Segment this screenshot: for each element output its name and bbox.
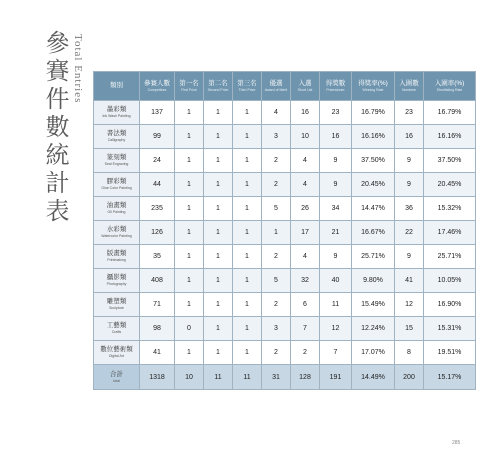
table-cell: 15.49% [352, 293, 395, 317]
column-header [424, 72, 476, 101]
table-cell: 17 [291, 221, 320, 245]
table-row [94, 149, 476, 173]
table-cell: 191 [320, 365, 352, 390]
table-cell: 12.24% [352, 317, 395, 341]
table-cell: 7 [320, 341, 352, 365]
column-header-sublabel: Third Prize [238, 88, 256, 92]
table-cell: 16.16% [424, 125, 476, 149]
table-cell: 1 [175, 293, 204, 317]
column-header [291, 72, 320, 101]
table-cell: 0 [175, 317, 204, 341]
table-cell: 128 [291, 365, 320, 390]
column-header [140, 72, 175, 101]
table-cell: 1 [233, 173, 262, 197]
column-header-sublabel: Winning Rate [362, 88, 384, 92]
table-cell: 2 [262, 293, 291, 317]
table-cell: 17.07% [352, 341, 395, 365]
table-cell: 235 [140, 197, 175, 221]
table-cell: 32 [291, 269, 320, 293]
table-cell: 408 [140, 269, 175, 293]
table-cell: 37.50% [424, 149, 476, 173]
table-cell: 1 [233, 125, 262, 149]
table-cell: 1 [262, 221, 291, 245]
table-cell: 4 [262, 101, 291, 125]
category-cell [94, 365, 140, 390]
table-cell: 2 [291, 341, 320, 365]
table-cell: 9 [395, 149, 424, 173]
table-cell: 1 [233, 341, 262, 365]
title-chinese: 參賽件數統計表 [41, 30, 69, 226]
table-row [94, 173, 476, 197]
category-cell [94, 317, 140, 341]
table-cell: 1 [233, 293, 262, 317]
table-cell: 71 [140, 293, 175, 317]
page-title [40, 30, 92, 226]
table-cell: 2 [262, 173, 291, 197]
category-cell [94, 293, 140, 317]
table-cell: 11 [204, 365, 233, 390]
table-cell: 16.16% [352, 125, 395, 149]
table-cell: 25.71% [352, 245, 395, 269]
category-label: 油畫類 [106, 202, 127, 209]
table-cell: 9 [320, 245, 352, 269]
table-cell: 9 [320, 149, 352, 173]
column-header-label: 參賽人數 [144, 80, 170, 87]
table-cell: 1 [175, 245, 204, 269]
table-cell: 1 [204, 149, 233, 173]
column-header-label: 優選 [269, 80, 283, 87]
table-cell: 9 [320, 173, 352, 197]
table-cell: 26 [291, 197, 320, 221]
table-cell: 1 [175, 149, 204, 173]
table-row [94, 245, 476, 269]
table-cell: 3 [262, 125, 291, 149]
table-cell: 1 [204, 125, 233, 149]
table-cell: 36 [395, 197, 424, 221]
table-cell: 1 [175, 197, 204, 221]
table-cell: 20.45% [352, 173, 395, 197]
table-cell: 200 [395, 365, 424, 390]
table-cell: 1 [204, 221, 233, 245]
table-cell: 12 [320, 317, 352, 341]
table-cell: 16.79% [352, 101, 395, 125]
table-cell: 5 [262, 197, 291, 221]
table-cell: 1 [204, 245, 233, 269]
table-cell: 15 [395, 317, 424, 341]
category-cell [94, 221, 140, 245]
category-cell [94, 101, 140, 125]
table-row [94, 341, 476, 365]
entries-table [93, 71, 476, 390]
table-cell: 1 [175, 341, 204, 365]
column-header-label: 入圍數 [399, 80, 419, 87]
table-cell: 34 [320, 197, 352, 221]
table-row [94, 293, 476, 317]
table-cell: 12 [395, 293, 424, 317]
column-header [233, 72, 262, 101]
category-label: 合計 [110, 370, 123, 378]
table-cell: 9.80% [352, 269, 395, 293]
table-cell: 1 [175, 269, 204, 293]
table-cell: 31 [262, 365, 291, 390]
table-cell: 1 [175, 221, 204, 245]
category-label: 水彩類 [106, 226, 127, 233]
table-cell: 1 [204, 269, 233, 293]
table-cell: 9 [395, 173, 424, 197]
category-sublabel: Watercolor Painting [101, 234, 132, 238]
table-cell: 126 [140, 221, 175, 245]
category-label: 攝影類 [106, 274, 127, 281]
category-sublabel: Seal Engraving [104, 162, 129, 166]
column-header-sublabel: Award of Merit [264, 88, 288, 92]
category-sublabel: Digital Art [109, 354, 124, 358]
category-label: 膠彩類 [106, 178, 127, 185]
table-cell: 1 [233, 197, 262, 221]
table-cell: 2 [262, 245, 291, 269]
table-cell: 99 [140, 125, 175, 149]
table-cell: 16.67% [352, 221, 395, 245]
category-sublabel: Oil Painting [107, 210, 126, 214]
table-cell: 15.31% [424, 317, 476, 341]
column-header-sublabel: Nominee [401, 88, 416, 92]
category-sublabel: Photography [106, 282, 127, 286]
table-cell: 4 [291, 245, 320, 269]
table-cell: 137 [140, 101, 175, 125]
table-cell: 23 [395, 101, 424, 125]
header-row [94, 72, 476, 101]
table-cell: 1318 [140, 365, 175, 390]
category-sublabel: Calligraphy [107, 138, 126, 142]
table-cell: 1 [204, 173, 233, 197]
total-row [94, 365, 476, 390]
category-cell [94, 125, 140, 149]
category-cell [94, 341, 140, 365]
table-cell: 7 [291, 317, 320, 341]
table-cell: 9 [395, 245, 424, 269]
category-sublabel: Printmaking [107, 258, 126, 262]
table-cell: 41 [140, 341, 175, 365]
table-row [94, 197, 476, 221]
table-row [94, 221, 476, 245]
table-cell: 1 [175, 173, 204, 197]
table-row [94, 101, 476, 125]
category-sublabel: Ink Wash Painting [102, 114, 131, 118]
table-cell: 3 [262, 317, 291, 341]
table-cell: 98 [140, 317, 175, 341]
table-cell: 1 [233, 101, 262, 125]
column-header-label: 類別 [110, 82, 123, 89]
table-cell: 15.32% [424, 197, 476, 221]
category-label: 版畫類 [106, 250, 127, 257]
category-label: 書法類 [106, 130, 127, 137]
category-sublabel: total [113, 378, 120, 383]
table-cell: 5 [262, 269, 291, 293]
column-header-label: 入選 [298, 80, 312, 87]
table-cell: 41 [395, 269, 424, 293]
table-cell: 1 [204, 197, 233, 221]
table-cell: 44 [140, 173, 175, 197]
table-cell: 40 [320, 269, 352, 293]
column-header [94, 72, 140, 101]
table-cell: 25.71% [424, 245, 476, 269]
table-cell: 19.51% [424, 341, 476, 365]
table-cell: 35 [140, 245, 175, 269]
title-english: Total Entries [72, 34, 84, 104]
table-cell: 1 [233, 149, 262, 173]
category-sublabel: Glue Color Painting [101, 186, 132, 190]
table-cell: 2 [262, 341, 291, 365]
table-body [94, 101, 476, 390]
column-header [395, 72, 424, 101]
category-cell [94, 197, 140, 221]
table-cell: 16.79% [424, 101, 476, 125]
table-cell: 10 [291, 125, 320, 149]
page-number: 285 [452, 440, 461, 446]
category-cell [94, 173, 140, 197]
table-cell: 1 [204, 317, 233, 341]
table-cell: 15.17% [424, 365, 476, 390]
column-header [204, 72, 233, 101]
category-label: 雕塑類 [106, 298, 127, 305]
table-cell: 1 [204, 341, 233, 365]
table-cell: 10.05% [424, 269, 476, 293]
table-cell: 1 [233, 317, 262, 341]
column-header-label: 得獎率(%) [358, 80, 388, 87]
table-cell: 8 [395, 341, 424, 365]
table-cell: 4 [291, 149, 320, 173]
column-header-label: 第一名 [179, 80, 199, 87]
table-cell: 14.49% [352, 365, 395, 390]
category-label: 數位藝術類 [100, 346, 133, 353]
category-cell [94, 269, 140, 293]
table-cell: 6 [291, 293, 320, 317]
table-cell: 17.46% [424, 221, 476, 245]
column-header-sublabel: Second Prize [207, 88, 229, 92]
table-cell: 1 [175, 101, 204, 125]
column-header-sublabel: Shortlisting Rate [436, 88, 463, 92]
table-cell: 16 [395, 125, 424, 149]
table-cell: 23 [320, 101, 352, 125]
table-cell: 16.90% [424, 293, 476, 317]
table-cell: 16 [291, 101, 320, 125]
table-cell: 1 [204, 293, 233, 317]
column-header-label: 第二名 [208, 80, 228, 87]
category-sublabel: Crafts [111, 330, 122, 334]
column-header-sublabel: First Prize [181, 88, 197, 92]
column-header [352, 72, 395, 101]
table-cell: 4 [291, 173, 320, 197]
table-cell: 1 [233, 221, 262, 245]
table-cell: 24 [140, 149, 175, 173]
table-cell: 1 [233, 269, 262, 293]
category-cell [94, 149, 140, 173]
table-cell: 1 [233, 245, 262, 269]
column-header [175, 72, 204, 101]
column-header [262, 72, 291, 101]
column-header-label: 得獎數 [325, 80, 346, 87]
table-cell: 20.45% [424, 173, 476, 197]
column-header [320, 72, 352, 101]
table-cell: 11 [320, 293, 352, 317]
category-label: 篆刻類 [106, 154, 127, 161]
table-cell: 2 [262, 149, 291, 173]
table-cell: 10 [175, 365, 204, 390]
table-row [94, 317, 476, 341]
table-cell: 1 [204, 101, 233, 125]
table-cell: 16 [320, 125, 352, 149]
column-header-sublabel: Short List [297, 88, 313, 92]
category-cell [94, 245, 140, 269]
column-header-label: 第三名 [237, 80, 257, 87]
column-header-sublabel: Prizewinner [326, 88, 345, 92]
table-cell: 11 [233, 365, 262, 390]
table-cell: 1 [175, 125, 204, 149]
column-header-sublabel: Competitors [147, 88, 167, 92]
table-cell: 37.50% [352, 149, 395, 173]
column-header-label: 入圍率(%) [434, 80, 465, 87]
table-cell: 14.47% [352, 197, 395, 221]
category-label: 工藝類 [106, 322, 127, 329]
table-cell: 22 [395, 221, 424, 245]
table-row [94, 125, 476, 149]
table-row [94, 269, 476, 293]
category-label: 墨彩類 [106, 106, 127, 113]
table-cell: 21 [320, 221, 352, 245]
category-sublabel: Sculpture [109, 306, 124, 310]
